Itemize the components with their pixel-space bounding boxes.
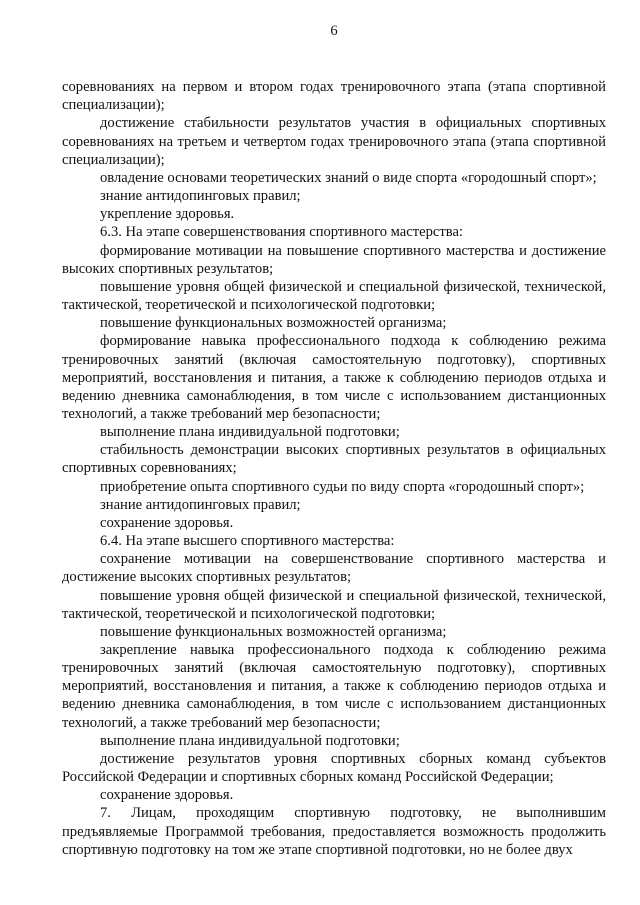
paragraph: сохранение мотивации на совершенствование спортивного мастерства и достижение высоких спортивных результатов; <box>62 551 606 586</box>
paragraph: закрепление навыка профессионального подхода к соблюдению режима тренировочных занятий (включая самостоятельную подготовку), спортивных мероприятий, восстановления и питания, а также к соблюдению периодов отдыха и ведению дневника самонаблюдения, в том числе с использованием дистанционных технологий, а также требований мер безопасности; <box>62 642 606 731</box>
paragraph: 7. Лицам, проходящим спортивную подготовку, не выполнившим предъявляемые Программой требования, предоставляется возможность продолжить спортивную подготовку на том же этапе спортивной подготовки, но не более двух <box>62 805 606 858</box>
paragraph: приобретение опыта спортивного судьи по виду спорта «городошный спорт»; <box>100 478 585 495</box>
paragraph: 6.3. На этапе совершенствования спортивного мастерства: <box>100 224 463 241</box>
paragraph: знание антидопинговых правил; <box>100 496 301 513</box>
paragraph: выполнение плана индивидуальной подготовки; <box>100 424 400 441</box>
paragraph: достижение стабильности результатов участия в официальных спортивных соревнованиях на третьем и четвертом годах тренировочного этапа (этапа спортивной специализации); <box>62 115 606 168</box>
paragraph: достижение результатов уровня спортивных сборных команд субъектов Российской Федерации и спортивных сборных команд Российской Федерации; <box>62 750 606 786</box>
document-body <box>62 78 606 859</box>
page-number: 6 <box>330 23 338 39</box>
paragraph: соревнованиях на первом и втором годах тренировочного этапа (этапа спортивной специализации); <box>62 79 606 114</box>
paragraph: повышение функциональных возможностей организма; <box>100 315 447 332</box>
paragraph: стабильность демонстрации высоких спортивных результатов в официальных спортивных соревнованиях; <box>62 442 606 477</box>
paragraph: 6.4. На этапе высшего спортивного мастерства: <box>100 533 395 550</box>
paragraph: укрепление здоровья. <box>100 206 235 223</box>
paragraph: формирование навыка профессионального подхода к соблюдению режима тренировочных занятий (включая самостоятельную подготовку), спортивных мероприятий, восстановления и питания, а также к соблюдению периодов отдыха и ведению дневника самонаблюдения, в том числе с использованием дистанционных технологий, а также требований мер безопасности; <box>62 333 606 422</box>
paragraph: повышение уровня общей физической и специальной физической, технической, тактической, теоретической и психологической подготовки; <box>62 278 606 314</box>
paragraph: повышение уровня общей физической и специальной физической, технической, тактической, теоретической и психологической подготовки; <box>62 587 606 622</box>
paragraph: знание антидопинговых правил; <box>100 188 301 205</box>
paragraph: сохранение здоровья. <box>100 787 234 804</box>
paragraph: выполнение плана индивидуальной подготовки; <box>100 732 400 749</box>
paragraph: сохранение здоровья. <box>100 514 234 531</box>
paragraph: повышение функциональных возможностей организма; <box>100 623 447 640</box>
paragraph: овладение основами теоретических знаний о виде спорта «городошный спорт»; <box>100 169 597 186</box>
paragraph: формирование мотивации на повышение спортивного мастерства и достижение высоких спортивных результатов; <box>62 242 606 277</box>
